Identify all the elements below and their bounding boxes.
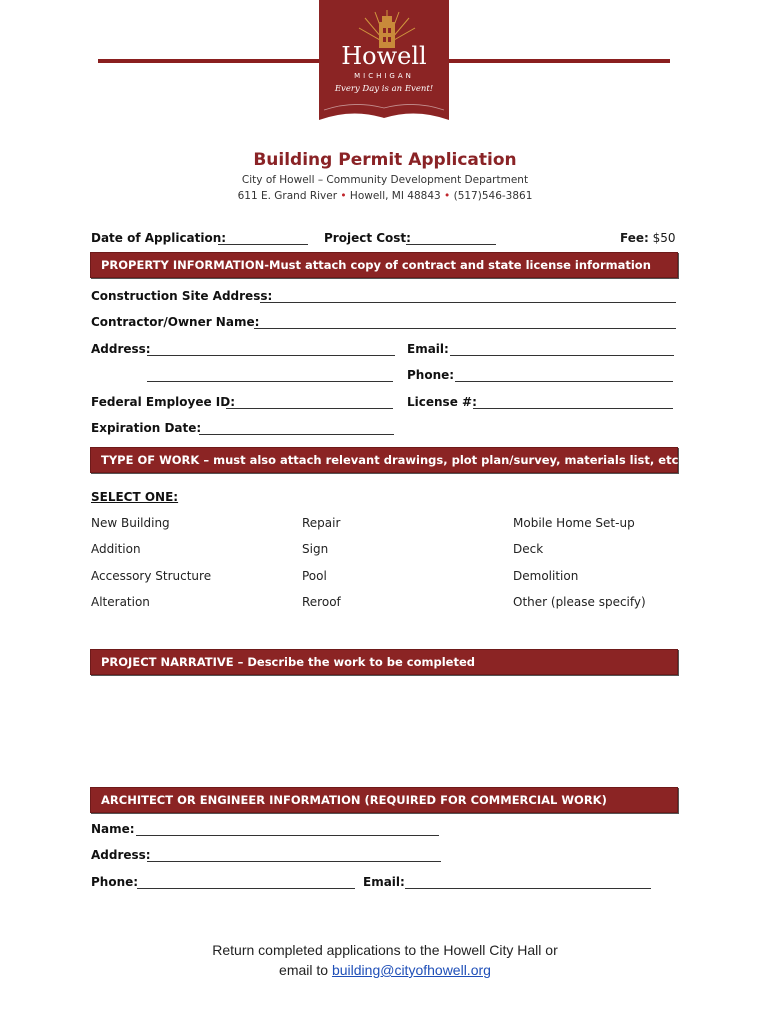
project-cost-field[interactable] xyxy=(406,244,496,245)
architect-email-label: Email: xyxy=(363,875,405,889)
type-of-work-header xyxy=(90,447,683,473)
architect-phone-label: Phone: xyxy=(91,875,139,889)
work-option-accessory-structure[interactable]: Accessory Structure xyxy=(91,569,212,583)
property-information-header xyxy=(90,252,678,278)
logo-state: MICHIGAN xyxy=(354,72,414,80)
footer-email-prefix: email to xyxy=(279,962,332,978)
header-rule-right xyxy=(448,59,670,63)
license-number-label: License #: xyxy=(407,395,477,409)
property-header-text: PROPERTY INFORMATION-Must attach copy of contract and state license information xyxy=(101,258,651,272)
project-narrative-field[interactable] xyxy=(90,680,676,780)
work-option-alteration[interactable]: Alteration xyxy=(91,595,150,609)
address-field-line-2[interactable] xyxy=(147,381,393,382)
separator-dot-icon: • xyxy=(340,190,347,202)
work-option-repair[interactable]: Repair xyxy=(302,516,341,530)
fee-label: Fee: xyxy=(620,231,649,245)
logo-tagline: Every Day is an Event! xyxy=(334,84,434,94)
page-title: Building Permit Application xyxy=(253,150,517,170)
contractor-owner-name-label: Contractor/Owner Name: xyxy=(91,315,260,329)
phone-field[interactable] xyxy=(455,381,673,382)
project-cost-label: Project Cost: xyxy=(324,231,411,245)
phone-label: Phone: xyxy=(407,368,455,382)
email-label: Email: xyxy=(407,342,449,356)
federal-employee-id-field[interactable] xyxy=(226,408,393,409)
architect-phone-field[interactable] xyxy=(137,888,355,889)
select-one-label: SELECT ONE: xyxy=(91,490,179,504)
city-logo xyxy=(319,0,449,124)
license-number-field[interactable] xyxy=(473,408,673,409)
project-narrative-header-text: PROJECT NARRATIVE – Describe the work to be completed xyxy=(101,655,475,669)
expiration-date-field[interactable] xyxy=(199,434,394,435)
logo-name: Howell xyxy=(341,42,427,70)
architect-name-field[interactable] xyxy=(136,835,439,836)
federal-employee-id-label: Federal Employee ID: xyxy=(91,395,236,409)
date-of-application-label: Date of Application: xyxy=(91,231,227,245)
work-option-deck[interactable]: Deck xyxy=(513,542,544,556)
date-of-application-field[interactable] xyxy=(218,244,308,245)
contractor-owner-name-field[interactable] xyxy=(254,328,676,329)
department-address xyxy=(0,190,770,202)
architect-address-field[interactable] xyxy=(147,861,441,862)
address-phone: (517)546-3861 xyxy=(453,190,533,202)
work-option-new-building[interactable]: New Building xyxy=(91,516,170,530)
address-city: Howell, MI 48843 xyxy=(349,190,441,202)
construction-site-address-label: Construction Site Address: xyxy=(91,289,273,303)
fee xyxy=(620,231,676,245)
work-option-demolition[interactable]: Demolition xyxy=(513,569,579,583)
work-option-mobile-home[interactable]: Mobile Home Set-up xyxy=(513,516,635,530)
address-street: 611 E. Grand River xyxy=(237,190,338,202)
project-narrative-header xyxy=(90,649,678,675)
work-option-pool[interactable]: Pool xyxy=(302,569,327,583)
address-field[interactable] xyxy=(147,355,395,356)
expiration-date-label: Expiration Date: xyxy=(91,421,202,435)
address-label: Address: xyxy=(91,342,151,356)
header-rule-left xyxy=(98,59,320,63)
work-option-addition[interactable]: Addition xyxy=(91,542,141,556)
architect-name-label: Name: xyxy=(91,822,135,836)
architect-email-field[interactable] xyxy=(405,888,651,889)
architect-engineer-header-text: ARCHITECT OR ENGINEER INFORMATION (REQUIRED FOR COMMERCIAL WORK) xyxy=(101,793,607,807)
footer-line-1: Return completed applications to the Howell City Hall or xyxy=(212,942,558,958)
work-option-sign[interactable]: Sign xyxy=(302,542,329,556)
footer-line-2 xyxy=(0,962,770,978)
separator-dot-icon: • xyxy=(444,190,451,202)
department-subtitle: City of Howell – Community Development Department xyxy=(241,174,529,186)
construction-site-address-field[interactable] xyxy=(260,302,676,303)
email-field[interactable] xyxy=(450,355,674,356)
work-option-other[interactable]: Other (please specify) xyxy=(513,595,646,609)
architect-engineer-header xyxy=(90,787,678,813)
work-option-reroof[interactable]: Reroof xyxy=(302,595,341,609)
fee-value: $50 xyxy=(652,231,676,245)
type-of-work-header-text: TYPE OF WORK – must also attach relevant drawings, plot plan/survey, materials list, etc. xyxy=(101,453,683,467)
architect-address-label: Address: xyxy=(91,848,151,862)
building-email-link[interactable]: building@cityofhowell.org xyxy=(331,962,491,978)
